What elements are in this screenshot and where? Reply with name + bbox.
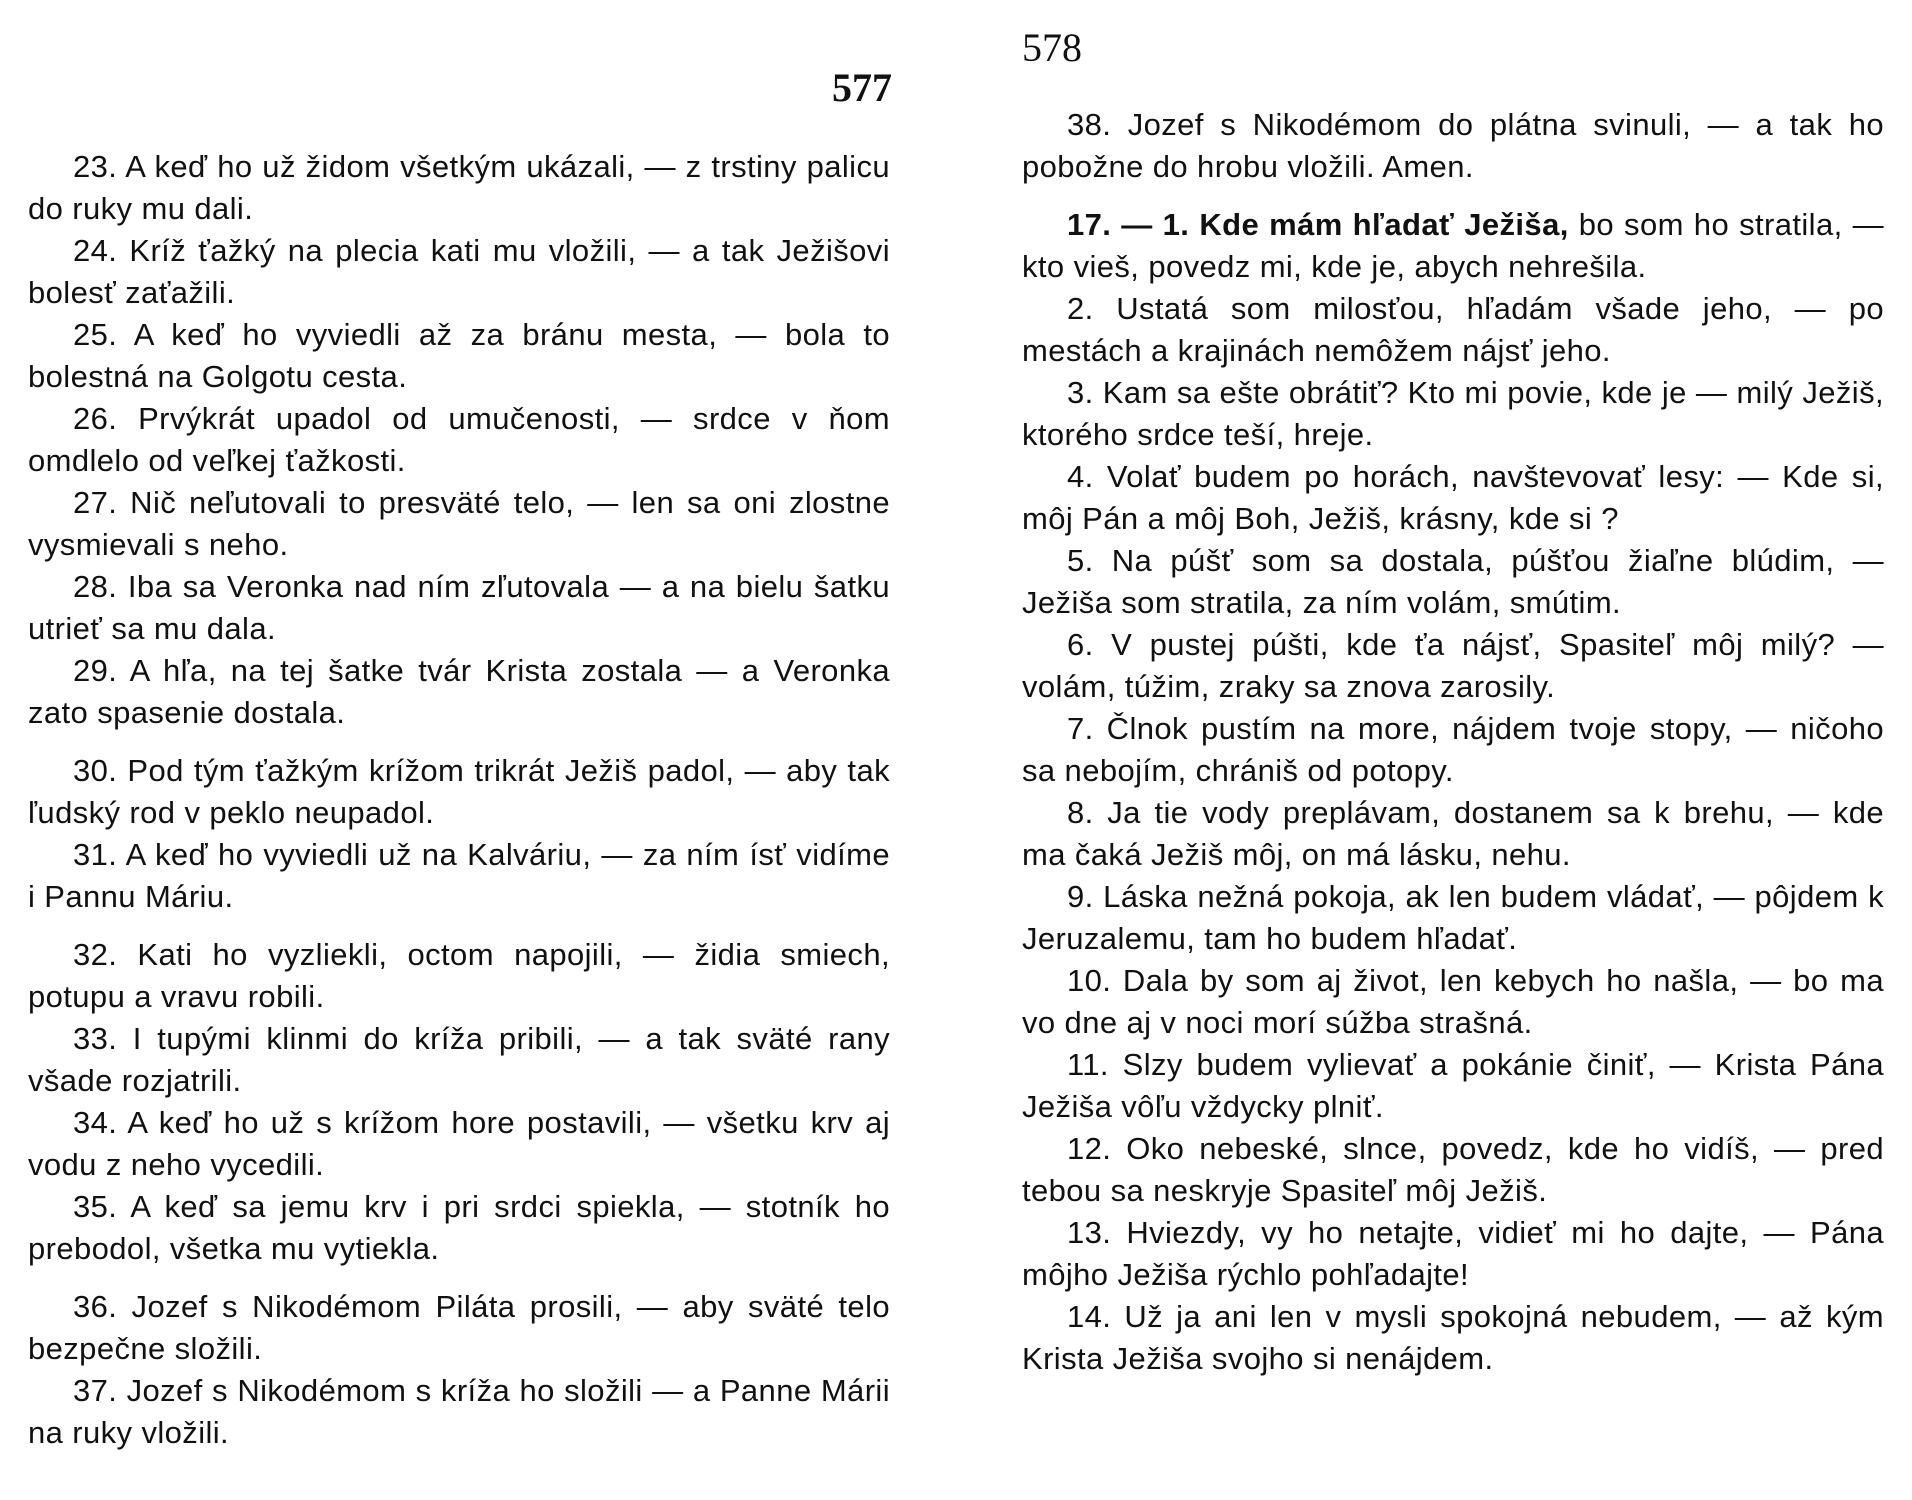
verse-35: 35. A keď sa jemu krv i pri srdci spiekla, — stotník ho prebodol, všetka mu vytiekla. — [28, 1189, 890, 1266]
verse-30: 30. Pod tým ťažkým krížom trikrát Ježiš padol, — aby tak ľudský rod v peklo neupadol. — [28, 753, 890, 830]
hymn-verse-11: 11. Slzy budem vylievať a pokánie činiť, — Krista Pána Ježiša vôľu vždycky plniť. — [1022, 1047, 1884, 1124]
hymn-verse-4: 4. Volať budem po horách, navštevovať lesy: — Kde si, môj Pán a môj Boh, Ježiš, krásny, kde si ? — [1022, 459, 1884, 536]
verse-31: 31. A keď ho vyviedli už na Kalváriu, — za ním ísť vidíme i Pannu Máriu. — [28, 837, 890, 914]
verse-32: 32. Kati ho vyzliekli, octom napojili, — židia smiech, potupu a vravu robili. — [28, 937, 890, 1014]
hymn-number: 17. — 1. — [1066, 207, 1190, 242]
hymn-verse-8: 8. Ja tie vody preplávam, dostanem sa k brehu, — kde ma čaká Ježiš môj, on má lásku, nehu. — [1022, 795, 1884, 872]
verse-37: 37. Jozef s Nikodémom s kríža ho složili — a Panne Márii na ruky vložili. — [28, 1373, 890, 1450]
hymn-verse-7: 7. Člnok pustím na more, nájdem tvoje stopy, — ničoho sa nebojím, chrániš od potopy. — [1022, 711, 1884, 788]
verse-24: 24. Kríž ťažký na plecia kati mu vložili, — a tak Ježišovi bolesť zaťažili. — [28, 233, 890, 310]
verse-28: 28. Iba sa Veronka nad ním zľutovala — a na bielu šatku utrieť sa mu dala. — [28, 569, 890, 646]
right-page-text — [1022, 104, 1884, 1380]
hymn-incipit: Kde mám hľadať Ježiša, — [1199, 207, 1569, 242]
verse-23: 23. A keď ho už židom všetkým ukázali, — z trstiny palicu do ruky mu dali. — [28, 149, 890, 226]
hymn-verse-6: 6. V pustej púšti, kde ťa nájsť, Spasiteľ môj milý? — volám, túžim, zraky sa znova zarosily. — [1022, 627, 1884, 704]
verse-26: 26. Prvýkrát upadol od umučenosti, — srdce v ňom omdlelo od veľkej ťažkosti. — [28, 401, 890, 478]
hymn-verse-10: 10. Dala by som aj život, len kebych ho našla, — bo ma vo dne aj v noci morí súžba strašná. — [1022, 963, 1884, 1040]
verse-29: 29. A hľa, na tej šatke tvár Krista zostala — a Veronka zato spasenie dostala. — [28, 653, 890, 730]
hymn-verse-5: 5. Na púšť som sa dostala, púšťou žiaľne blúdim, — Ježiša som stratila, za ním volám, smútim. — [1022, 543, 1884, 620]
hymn-verse-2: 2. Ustatá som milosťou, hľadám všade jeho, — po mestách a krajinách nemôžem nájsť jeho. — [1022, 291, 1884, 368]
page-number: 577 — [832, 65, 892, 110]
verse-33: 33. I tupými klinmi do kríža pribili, — a tak sväté rany všade rozjatrili. — [28, 1021, 890, 1098]
hymn-verse-14: 14. Už ja ani len v mysli spokojná nebudem, — až kým Krista Ježiša svojho si nenájdem. — [1022, 1299, 1884, 1376]
hymn-verse-9: 9. Láska nežná pokoja, ak len budem vládať, — pôjdem k Jeruzalemu, tam ho budem hľadať. — [1022, 879, 1884, 956]
hymn-first-verse-rest: bo som ho stratila, — kto vieš, povedz mi, kde je, abych nehrešila. — [1022, 207, 1885, 284]
verse-34: 34. A keď ho už s krížom hore postavili, — všetku krv aj vodu z neho vycedili. — [28, 1105, 890, 1182]
verse-38: 38. Jozef s Nikodémom do plátna svinuli, — a tak ho pobožne do hrobu vložili. Amen. — [1022, 107, 1884, 184]
verse-25: 25. A keď ho vyviedli až za bránu mesta, — bola to bolestná na Golgotu cesta. — [28, 317, 890, 394]
hymn-verse-12: 12. Oko nebeské, slnce, povedz, kde ho vidíš, — pred tebou sa neskryje Spasiteľ môj Ježiš. — [1022, 1131, 1884, 1208]
left-page-text — [28, 146, 890, 1454]
hymn-17-verse-1 — [1022, 204, 1884, 288]
hymn-verse-3: 3. Kam sa ešte obrátiť? Kto mi povie, kde je — milý Ježiš, ktorého srdce teší, hreje. — [1022, 375, 1884, 452]
verse-36: 36. Jozef s Nikodémom Piláta prosili, — aby sväté telo bezpečne složili. — [28, 1289, 890, 1366]
hymn-verse-13: 13. Hviezdy, vy ho netajte, vidieť mi ho dajte, — Pána môjho Ježiša rýchlo pohľadajte! — [1022, 1215, 1884, 1292]
verse-27: 27. Nič neľutovali to presväté telo, — len sa oni zlostne vysmievali s neho. — [28, 485, 890, 562]
page-number: 578 — [1022, 25, 1082, 70]
